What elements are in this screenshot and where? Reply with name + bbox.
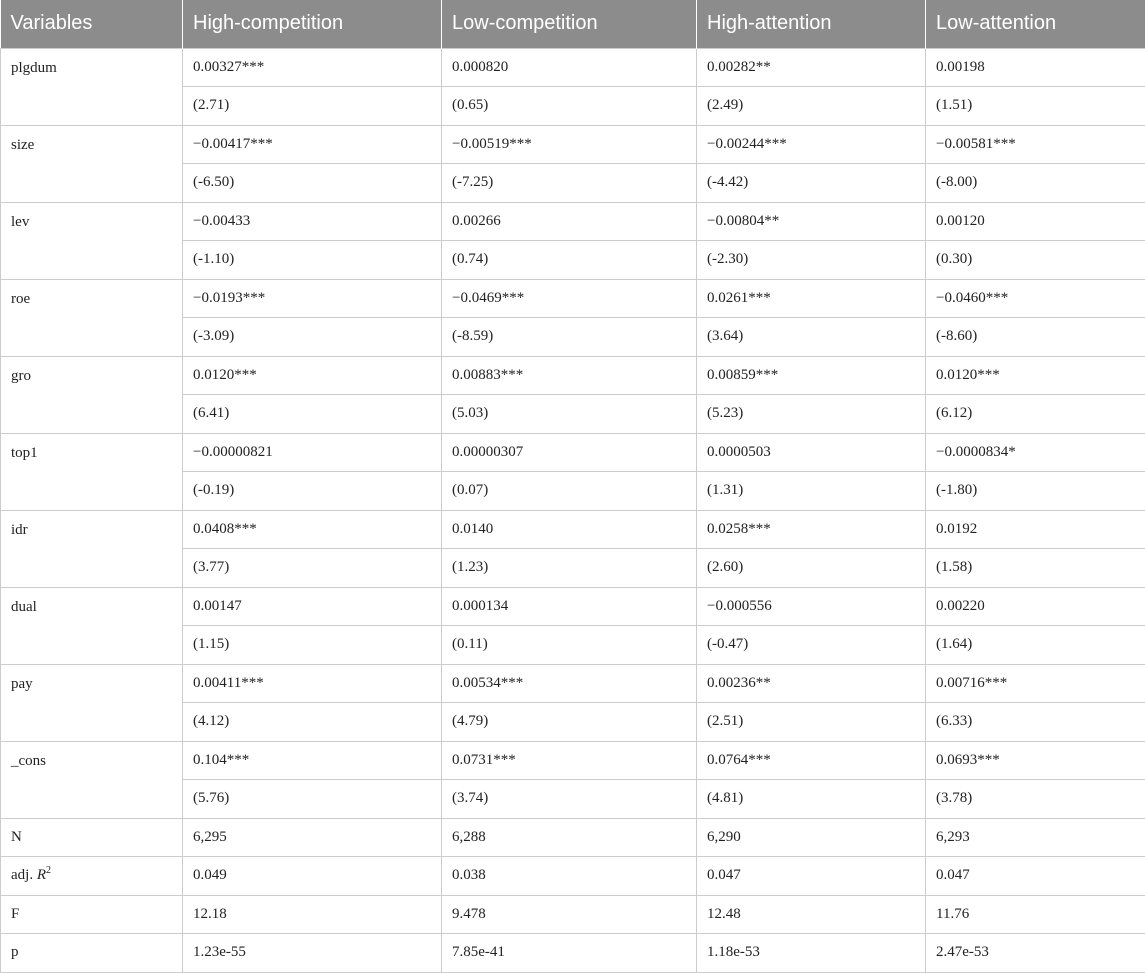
stat-cell: 1.18e-53 [697,934,926,973]
tstat-cell: (3.74) [442,780,697,819]
variable-name: gro [1,356,183,433]
stat-row [1,895,1145,934]
variable-name: lev [1,202,183,279]
header-column: Low-attention [926,0,1145,48]
tstat-cell: (-2.30) [697,241,926,280]
tstat-cell: (-0.47) [697,626,926,665]
tstat-cell: (4.79) [442,703,697,742]
coef-cell: 0.0000503 [697,433,926,472]
header-column: Low-competition [442,0,697,48]
variable-name: roe [1,279,183,356]
stat-cell: 9.478 [442,895,697,934]
tstat-cell: (-1.10) [183,241,442,280]
tstat-cell: (-7.25) [442,164,697,203]
coef-cell: 0.00327*** [183,48,442,87]
header-column: High-attention [697,0,926,48]
table-body [1,48,1145,972]
coef-cell: 0.0408*** [183,510,442,549]
coef-cell: 0.00220 [926,587,1145,626]
coef-cell: 0.0258*** [697,510,926,549]
header-column: High-competition [183,0,442,48]
coef-row [1,279,1145,318]
tstat-cell: (3.77) [183,549,442,588]
tstat-cell: (0.30) [926,241,1145,280]
coef-cell: 0.0120*** [926,356,1145,395]
stat-cell: 0.038 [442,857,697,896]
stat-cell: 0.049 [183,857,442,896]
tstat-cell: (-4.42) [697,164,926,203]
variable-name: idr [1,510,183,587]
tstat-cell: (1.58) [926,549,1145,588]
coef-cell: −0.0000834* [926,433,1145,472]
tstat-cell: (1.64) [926,626,1145,665]
coef-row [1,433,1145,472]
coef-cell: 0.0693*** [926,741,1145,780]
stat-row [1,857,1145,896]
stat-name: p [1,934,183,973]
coef-cell: 0.00266 [442,202,697,241]
tstat-cell: (-8.00) [926,164,1145,203]
stat-name-prefix: adj. [11,867,37,883]
coef-cell: 0.00198 [926,48,1145,87]
tstat-cell: (1.15) [183,626,442,665]
coef-row [1,741,1145,780]
coef-cell: −0.000556 [697,587,926,626]
coef-cell: −0.0193*** [183,279,442,318]
tstat-cell: (1.51) [926,87,1145,126]
stat-cell: 6,290 [697,818,926,857]
header-row [1,0,1145,48]
coef-cell: −0.00244*** [697,125,926,164]
tstat-cell: (3.78) [926,780,1145,819]
variable-name: plgdum [1,48,183,125]
stat-cell: 7.85e-41 [442,934,697,973]
coef-row [1,510,1145,549]
stat-row [1,934,1145,973]
stat-name-superscript: 2 [46,865,51,876]
coef-cell: 0.00282** [697,48,926,87]
tstat-cell: (-0.19) [183,472,442,511]
variable-name: pay [1,664,183,741]
variable-name: top1 [1,433,183,510]
coef-cell: 0.00716*** [926,664,1145,703]
coef-cell: −0.00000821 [183,433,442,472]
variable-name: dual [1,587,183,664]
coef-cell: 0.00000307 [442,433,697,472]
tstat-cell: (2.51) [697,703,926,742]
coef-row [1,202,1145,241]
coef-row [1,48,1145,87]
stat-name: F [1,895,183,934]
coef-cell: 0.0140 [442,510,697,549]
tstat-cell: (0.74) [442,241,697,280]
tstat-cell: (0.07) [442,472,697,511]
coef-cell: −0.00433 [183,202,442,241]
tstat-cell: (-8.59) [442,318,697,357]
stat-cell: 0.047 [926,857,1145,896]
coef-cell: −0.0460*** [926,279,1145,318]
variable-name: size [1,125,183,202]
stat-cell: 2.47e-53 [926,934,1145,973]
coef-row [1,664,1145,703]
tstat-cell: (4.81) [697,780,926,819]
coef-cell: 0.000820 [442,48,697,87]
coef-cell: −0.0469*** [442,279,697,318]
tstat-cell: (0.65) [442,87,697,126]
stat-cell: 12.48 [697,895,926,934]
stat-name [1,857,183,896]
tstat-cell: (1.23) [442,549,697,588]
variable-name: _cons [1,741,183,818]
tstat-cell: (-1.80) [926,472,1145,511]
coef-cell: 0.00120 [926,202,1145,241]
tstat-cell: (5.76) [183,780,442,819]
stat-name-symbol: R [37,867,46,883]
coef-cell: 0.0120*** [183,356,442,395]
stat-cell: 0.047 [697,857,926,896]
coef-row [1,587,1145,626]
stat-cell: 6,288 [442,818,697,857]
coef-cell: 0.104*** [183,741,442,780]
header-variables: Variables [1,0,183,48]
tstat-cell: (-6.50) [183,164,442,203]
tstat-cell: (6.41) [183,395,442,434]
coef-cell: 0.00883*** [442,356,697,395]
coef-cell: 0.00147 [183,587,442,626]
coef-row [1,356,1145,395]
tstat-cell: (5.23) [697,395,926,434]
tstat-cell: (2.71) [183,87,442,126]
coef-cell: −0.00519*** [442,125,697,164]
coef-cell: 0.0731*** [442,741,697,780]
coef-cell: −0.00417*** [183,125,442,164]
tstat-cell: (-8.60) [926,318,1145,357]
coef-cell: 0.0192 [926,510,1145,549]
coef-cell: −0.00581*** [926,125,1145,164]
stat-cell: 12.18 [183,895,442,934]
coef-cell: 0.00534*** [442,664,697,703]
tstat-cell: (2.49) [697,87,926,126]
stat-cell: 11.76 [926,895,1145,934]
table-header [1,0,1145,48]
coef-cell: 0.000134 [442,587,697,626]
stat-row [1,818,1145,857]
tstat-cell: (1.31) [697,472,926,511]
coef-cell: 0.00859*** [697,356,926,395]
coef-cell: 0.0261*** [697,279,926,318]
tstat-cell: (5.03) [442,395,697,434]
tstat-cell: (2.60) [697,549,926,588]
tstat-cell: (0.11) [442,626,697,665]
stat-name: N [1,818,183,857]
stat-cell: 6,293 [926,818,1145,857]
coef-row [1,125,1145,164]
stat-cell: 6,295 [183,818,442,857]
coef-cell: 0.0764*** [697,741,926,780]
tstat-cell: (6.33) [926,703,1145,742]
coef-cell: 0.00411*** [183,664,442,703]
coef-cell: −0.00804** [697,202,926,241]
coef-cell: 0.00236** [697,664,926,703]
tstat-cell: (3.64) [697,318,926,357]
tstat-cell: (6.12) [926,395,1145,434]
tstat-cell: (-3.09) [183,318,442,357]
tstat-cell: (4.12) [183,703,442,742]
stat-cell: 1.23e-55 [183,934,442,973]
